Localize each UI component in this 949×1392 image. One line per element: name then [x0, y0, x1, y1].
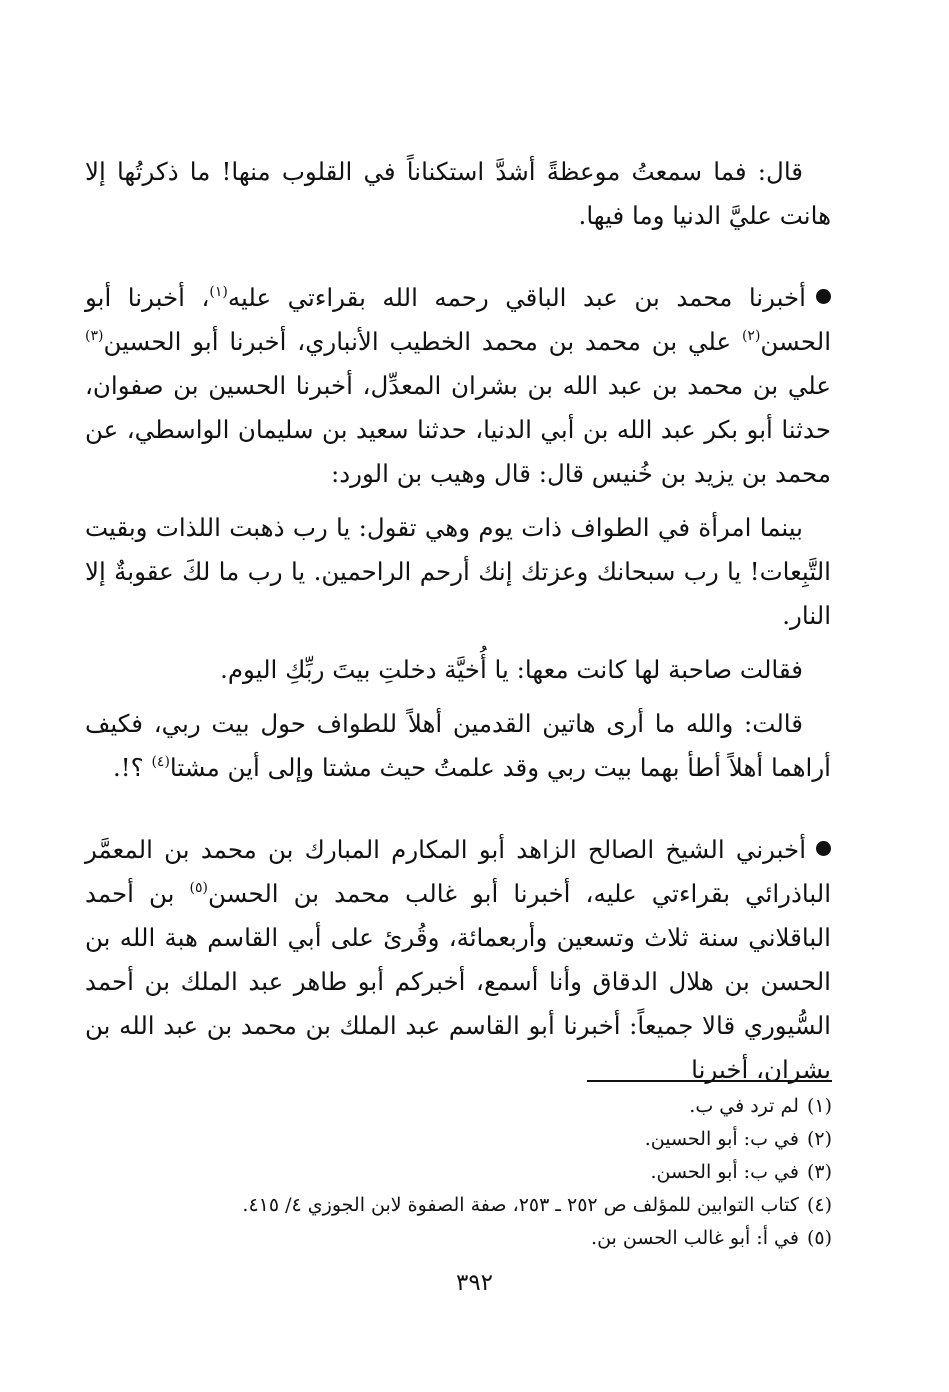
paragraph-6-text-b: بن أحمد الباقلاني سنة ثلاث وتسعين وأربعمائة، وقُرئ على أبي القاسم هبة الله بن الحسن بن هلال الدقاق وأنا أسمع، أخبركم أبو طاهر عبد الملك بن أحمد السُّيوري قالا جميعاً: أخبرنا أبو القاسم عبد الملك بن محمد بن عبد الله بن بشران، أخبرنا	[85, 879, 831, 1084]
paragraph-4	[85, 648, 831, 692]
paragraph-3	[85, 506, 831, 638]
footnote-number: (٤)	[806, 1194, 832, 1216]
footnote-text: لم ترد في ب.	[689, 1095, 799, 1117]
paragraph-5	[85, 702, 831, 790]
footnote-text: في ب: أبو الحسن.	[650, 1161, 799, 1183]
paragraph-2-text-b: ، أخبرنا أبو الحسن	[85, 283, 831, 356]
footnote-item	[85, 1156, 832, 1189]
paragraph-2-text-a: أخبرنا محمد بن عبد الباقي رحمه الله بقراءتي عليه	[227, 283, 806, 312]
bullet-icon	[816, 841, 831, 856]
footnote-divider	[587, 1080, 832, 1082]
page-number: ٣٩٢	[455, 1270, 494, 1296]
paragraph-4-text: فقالت صاحبة لها كانت معها: يا أُخيَّة دخلتِ بيتَ ربِّكِ اليوم.	[220, 655, 803, 684]
footnote-ref-4[interactable]: (٤)	[151, 754, 170, 770]
paragraph-5-text-a: قالت: والله ما أرى هاتين القدمين أهلاً للطواف حول بيت ربي، فكيف أراهما أهلاً أطأ بهما بيت ربي وقد علمتُ حيث مشتا وإلى أين مشتا	[85, 709, 831, 782]
footnote-text: في ب: أبو الحسين.	[644, 1128, 799, 1150]
paragraph-5-text-b: ؟!.	[113, 753, 152, 782]
footnote-number: (٥)	[806, 1227, 832, 1249]
paragraph-1-text: قال: فما سمعتُ موعظةً أشدَّ استكناناً في القلوب منها! ما ذكرتُها إلا هانت عليَّ الدنيا وما فيها.	[85, 157, 831, 230]
footnote-ref-1[interactable]: (١)	[209, 284, 228, 300]
footnote-ref-2[interactable]: (٢)	[741, 328, 761, 344]
paragraph-2	[85, 276, 831, 496]
paragraph-2-text-d: علي بن محمد بن عبد الله بن بشران المعدِّل، أخبرنا الحسين بن صفوان، حدثنا أبو بكر عبد الله بن أبي الدنيا، حدثنا سعيد بن سليمان الواسطي، عن محمد بن يزيد بن خُنيس قال: قال وهيب بن الورد:	[85, 371, 831, 488]
footnote-number: (٣)	[806, 1161, 832, 1183]
paragraph-3-text: بينما امرأة في الطواف ذات يوم وهي تقول: يا رب ذهبت اللذات وبقيت التَّبِعات! يا رب سبحانك وعزتك إنك أرحم الراحمين. يا رب ما لكَ عقوبةٌ إلا النار.	[85, 513, 831, 630]
bullet-icon	[816, 289, 831, 304]
paragraph-6-text-a: أخبرني الشيخ الصالح الزاهد أبو المكارم المبارك بن محمد بن المعمَّر الباذرائي بقراءتي عليه، أخبرنا أبو غالب محمد بن الحسن	[85, 835, 832, 908]
paragraph-6	[85, 828, 831, 1092]
footnote-item	[85, 1222, 832, 1255]
footnote-item	[85, 1090, 832, 1123]
footnote-number: (٢)	[806, 1128, 832, 1150]
footnotes-list	[85, 1090, 832, 1255]
footnote-ref-3[interactable]: (٣)	[85, 328, 104, 344]
footnote-number: (١)	[806, 1095, 832, 1117]
footnote-item	[85, 1123, 832, 1156]
footnote-ref-5[interactable]: (٥)	[189, 880, 209, 896]
main-text	[85, 150, 831, 1092]
footnote-text: في أ: أبو غالب الحسن بن.	[591, 1227, 799, 1249]
footnote-text: كتاب التوابين للمؤلف ص ٢٥٢ ـ ٢٥٣، صفة الصفوة لابن الجوزي ٤/ ٤١٥.	[242, 1194, 799, 1216]
footnote-item	[85, 1189, 832, 1222]
paragraph-2-text-c: علي بن محمد بن محمد الخطيب الأنباري، أخبرنا أبو الحسين	[103, 327, 742, 356]
paragraph-1	[85, 150, 831, 238]
